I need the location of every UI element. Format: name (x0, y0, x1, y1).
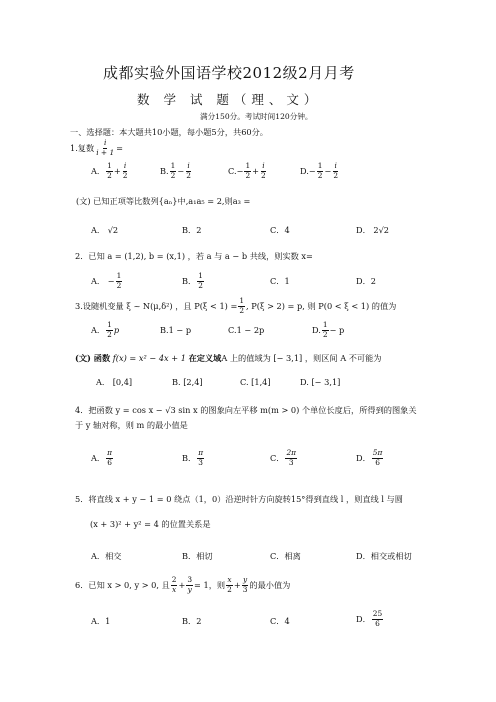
q4-option-b (182, 449, 205, 467)
wen2-option-c: C. [1,4] (240, 377, 271, 387)
q6-fraction: $\frac{2}{x}$ (171, 575, 177, 594)
option-fraction: $\frac{1}{2}$ (322, 320, 328, 339)
wen1-option-d: D． 2√2 (356, 225, 389, 235)
option-label: A． − (91, 275, 115, 286)
q6-operator: + (178, 579, 186, 590)
q4-option-a (91, 449, 114, 467)
q5-option-b: B．相切 (182, 551, 213, 561)
option-label: D． (356, 613, 371, 624)
q2-option-d: D．2 (356, 276, 376, 286)
q6-option-a: A．1 (91, 616, 111, 626)
q6-option-d (356, 610, 384, 628)
question-4-line-2: 于 y 轴对称，则 m 的最小值是 (75, 420, 188, 430)
wen1-option-c: C．4 (270, 225, 290, 235)
question-5-line-2: (x + 3)² + y² = 4 的位置关系是 (90, 519, 211, 529)
q6-fraction: $\frac{x}{2}$ (227, 575, 232, 594)
option-fraction: $\frac{\pi}{3}$ (198, 448, 204, 467)
q5-option-c: C．相离 (270, 551, 301, 561)
option-operator: − (177, 165, 185, 176)
wen2-bold-text: 在定义域 (188, 353, 222, 363)
wen2-option-b: B. [2,4] (172, 377, 203, 387)
option-label: B． (182, 275, 197, 286)
q3-fraction: $\frac{1}{2}$ (239, 296, 245, 315)
q1-prefix: 1.复数 (70, 142, 95, 153)
option-fraction: $\frac{1}{2}$ (116, 271, 122, 290)
wen-question-2 (75, 353, 381, 364)
option-tail: p (113, 324, 120, 335)
option-label: C. (228, 165, 237, 176)
option-fraction: $\frac{5\pi}{6}$ (372, 448, 383, 467)
q3-option-b: B.1 − p (160, 325, 192, 335)
option-label: B． (182, 452, 197, 463)
option-fraction: $\frac{i}{2}$ (261, 161, 266, 180)
question-6 (75, 576, 290, 594)
option-fraction: $\frac{i}{2}$ (122, 161, 128, 180)
q2-option-c: C．1 (270, 276, 290, 286)
question-2: 2．已知 a = (1,2), b = (x,1) ，若 a 与 a − b 共线，则实数 x= (75, 251, 313, 261)
q6-fraction: $\frac{y}{3}$ (242, 575, 248, 594)
q1-option-c (228, 162, 268, 180)
q1-fraction (95, 139, 115, 157)
wen2-option-d: D. [− 3,1] (300, 377, 341, 387)
q6-fraction: $\frac{3}{y}$ (187, 575, 193, 594)
q6-text-start: 6．已知 x > 0, y > 0, 且 (75, 579, 170, 590)
q3-option-d (312, 321, 344, 339)
wen2-option-a: A． [0,4] (96, 377, 133, 387)
option-sign: − (236, 165, 244, 176)
option-fraction: $\frac{i}{2}$ (333, 161, 339, 180)
option-label: B. (160, 165, 169, 176)
option-label: D． (356, 452, 371, 463)
q4-option-c (270, 449, 298, 467)
q1-option-d (300, 162, 340, 180)
option-fraction: $\frac{1}{2}$ (107, 161, 112, 180)
option-label: C． (270, 452, 285, 463)
option-fraction: $\frac{1}{2}$ (245, 161, 251, 180)
page-title: 成都实验外国语学校2012级2月月考 (103, 64, 355, 82)
option-label: D. (300, 165, 309, 176)
q1-suffix: = (116, 142, 124, 153)
q1-option-a (91, 162, 129, 180)
option-label: A． (91, 452, 106, 463)
q3-text-start: 3.设随机变量 ξ ~ N(μ,δ²) ，且 P(ξ < 1) = (75, 300, 238, 311)
wen2-label: (文) 函数 (75, 353, 111, 363)
q3-text-end: , P(ξ > 2) = p, 则 P(0 < ξ < 1) 的值为 (246, 300, 397, 311)
option-fraction: $\frac{1}{2}$ (317, 161, 323, 180)
option-tail: − p (329, 324, 345, 335)
q3-option-c: C.1 − 2p (228, 325, 265, 335)
q3-option-a (91, 321, 119, 339)
option-fraction: $\frac{2\pi}{3}$ (286, 448, 297, 467)
q5-option-d: D．相交或相切 (356, 551, 412, 561)
wen1-option-a: A． √2 (91, 225, 119, 235)
wen-question-1: (文) 已知正项等比数列{aₙ}中,a₁a₅ = 2,则a₃ = (76, 196, 251, 206)
exam-info: 满分150分。考试时间120分钟。 (200, 112, 313, 121)
option-label: D. (312, 324, 321, 335)
q1-frac-den: i + 1 (96, 147, 115, 157)
option-sign: − (308, 165, 316, 176)
page-subtitle: 数 学 试 题（理、文） (137, 92, 322, 107)
option-label: A． (91, 165, 106, 176)
q5-option-a: A．相交 (91, 551, 122, 561)
wen2-expression: f(x) = x² − 4x + 1 (112, 353, 186, 363)
question-1 (70, 139, 123, 157)
q6-option-b: B．2 (182, 616, 202, 626)
option-fraction: $\frac{1}{2}$ (170, 161, 176, 180)
q2-option-b (182, 272, 205, 290)
question-3 (75, 297, 396, 315)
wen1-option-b: B．2 (182, 225, 202, 235)
option-fraction: $\frac{1}{2}$ (198, 271, 203, 290)
q6-option-c: C．4 (270, 616, 290, 626)
option-label: A． (91, 324, 106, 335)
section-heading: 一、选择题：本大题共10小题，每小题5分，共60分。 (70, 127, 268, 137)
q4-option-d (356, 449, 384, 467)
option-operator: + (252, 165, 260, 176)
option-fraction: $\frac{25}{6}$ (372, 609, 383, 628)
option-operator: + (113, 165, 121, 176)
q2-option-a (91, 272, 123, 290)
question-5-line-1: 5．将直线 x + y − 1 = 0 绕点（1，0）沿逆时针方向旋转15°得到直线 l ，则直线 l 与圆 (75, 494, 403, 504)
option-fraction: $\frac{\pi}{6}$ (107, 448, 112, 467)
wen2-text: A 上的值域为 [− 3,1] ，则区间 A 不可能为 (221, 353, 382, 363)
q6-text-mid: = 1，则 (194, 579, 226, 590)
option-fraction: $\frac{1}{2}$ (107, 320, 112, 339)
option-fraction: $\frac{i}{2}$ (186, 161, 191, 180)
q1-frac-num: i (103, 138, 107, 147)
q6-text-end: 的最小值为 (249, 579, 291, 590)
q6-operator: + (233, 579, 241, 590)
q1-option-b (160, 162, 193, 180)
option-operator: − (324, 165, 332, 176)
question-4-line-1: 4．把函数 y = cos x − √3 sin x 的图象向左平移 m(m > 0) 个单位长度后，所得到的图象关 (75, 405, 417, 415)
